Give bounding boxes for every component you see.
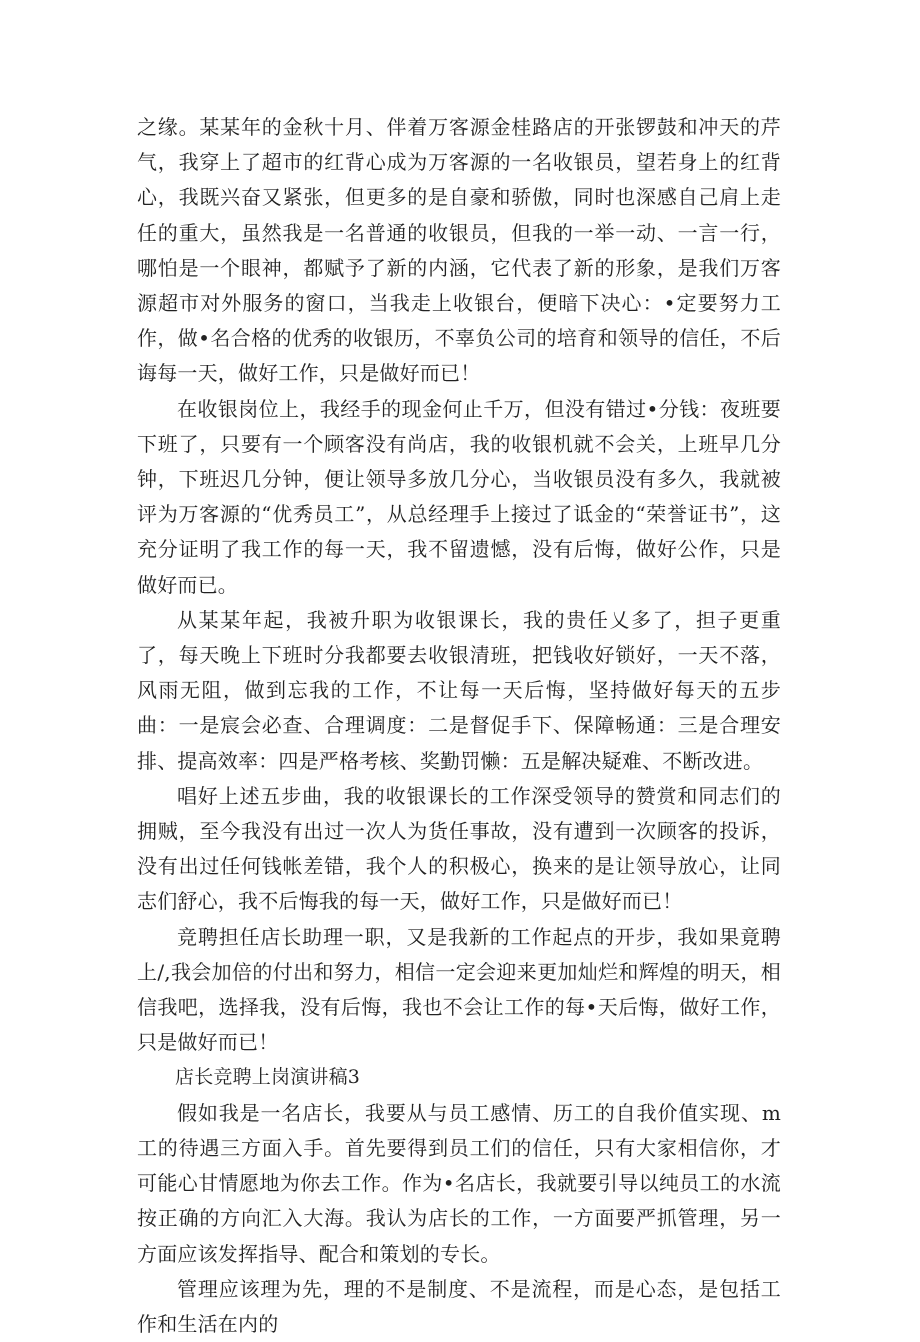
document-body [137,110,781,1342]
paragraph-1: 之缘。某某年的金秋十月、伴着万客源金桂路店的开张锣鼓和冲天的芹气，我穿上了超市的红背心成为万客源的一名收银员，望若身上的红背心，我既兴奋又紧张，但更多的是自豪和骄傲，同时也深感自己肩上走任的重大，虽然我是一名普通的收银员，但我的一举一动、一言一行，哪怕是一个眼神，都赋予了新的内涵，它代表了新的形象，是我们万客源超市对外服务的窗口，当我走上收银台，便暗下决心：•定要努力工作，做•名合格的优秀的收银历，不辜负公司的培育和领导的信任，不后诲每一天，做好工作，只是做好而已！ [137,115,781,386]
paragraph-6: 假如我是一名店长，我要从与员工感情、历工的自我价值实现、m工的待遇三方面入手。首先要得到员工们的信任，只有大家相信你，才可能心甘情愿地为你去工作。作为•名店长，我就要引导以纯员工的水流按正确的方向汇入大海。我认为店长的工作，一方面要严抓管理，另一方面应该发挥指导、配合和策划的专长。 [137,1100,781,1266]
section-heading: 店长竞聘上岗演讲稿3 [175,1066,361,1089]
paragraph-7: 管理应该理为先，理的不是制度、不是流程，而是心态，是包括工作和生活在内的 [137,1276,781,1336]
paragraph-3: 从某某年起，我被升职为收银课长，我的贵任乂多了，担子更重了，每天晚上下班时分我都要去收银清班，把钱收好锁好，一天不落，风雨无阻，做到忘我的工作，不让每一天后悔，坚持做好每天的五步曲：一是宸会必查、合理调度：二是督促手下、保障畅通：三是合理安排、提高效率：四是严格考核、奖勤罚懒：五是解决疑难、不断改进。 [137,607,781,773]
paragraph-5: 竞聘担任店长助理一职，又是我新的工作起点的开步，我如果竟聘上/,我会加倍的付出和努力，相信一定会迎来更加灿烂和辉煌的明天，相信我吧，选择我，没有后悔，我也不会让工作的每•天后悔，做好工作，只是做好而已！ [137,924,781,1055]
paragraph-4: 唱好上述五步曲，我的收银课长的工作深受领导的赞赏和同志们的拥贼，至今我没有出过一次人为货任事故，没有遭到一次顾客的投诉，没有出过任何钱帐差错，我个人的积极心，换来的是让领导放心，让同志们舒心，我不后悔我的每一天，做好工作，只是做好而已！ [137,783,781,914]
paragraph-2: 在收银岗位上，我经手的现金何止千万，但没有错过•分钱：夜班要下班了，只要有一个顾客没有尚店，我的收银机就不会关，上班早几分钟，下班迟几分钟，便让领导多放几分心，当收银员没有多久，我就被评为万客源的“优秀员工”，从总经理手上接过了诋金的“荣誉证书”，这充分证明了我工作的每一天，我不留遗憾，没有后悔，做好公作，只是做好而已。 [137,396,781,597]
